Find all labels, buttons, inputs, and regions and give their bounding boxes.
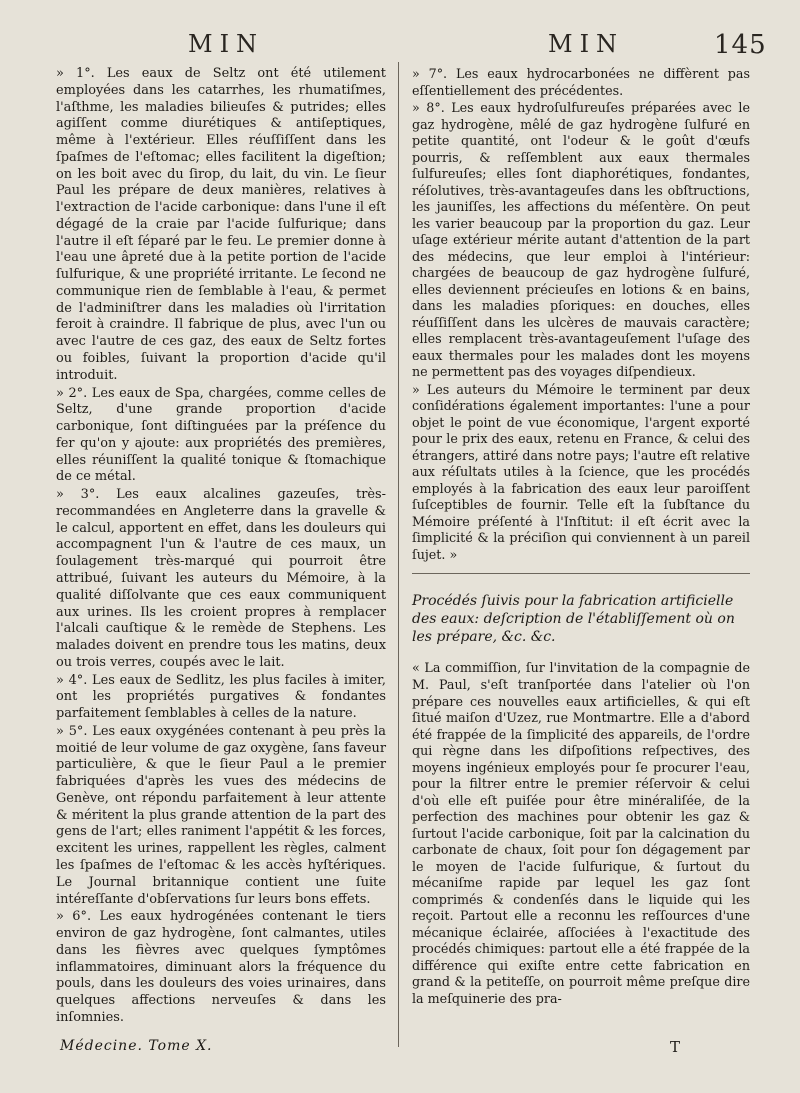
left-column	[56, 66, 386, 1027]
paragraph: » 2°. Les eaux de Spa, chargées, comme celles de Seltz, d'une grande proportion d'acide carbonique, ſont diſtinguées par la préſence du fer qu'on y ajoute: aux propriétés des premières, elles réuniſſent la qualité tonique & ſtomachique de ce métal.	[56, 385, 386, 485]
running-head-right: MIN	[548, 30, 625, 58]
section-heading: Procédés ſuivis pour la fabrication artificielle des eaux: deſcription de l'établiſſement où on les prépare, &c. &c.	[412, 593, 735, 646]
section-separator	[412, 573, 750, 574]
paragraph: « La commiſſion, ſur l'invitation de la compagnie de M. Paul, s'eſt tranſportée dans l'atelier où l'on prépare ces nouvelles eaux artificielles, & qui eſt ſitué maiſon d'Uzez, rue Montmartre. Elle a d'abord été frappée de la ſimplicité des appareils, de l'ordre qui règne dans les diſpoſitions reſpectives, des moyens ingénieux employés pour ſe procurer l'eau, pour la filtrer entre le premier réſervoir & celui d'où elle eſt puiſée pour être minéraliſée, de la perfection des machines pour obtenir les gaz & ſurtout l'acide carbonique, ſoit par la calcination du carbonate de chaux, ſoit pour ſon dégagement par le moyen de l'acide ſulfurique, & ſurtout du mécaniſme rapide par lequel les gaz ſont comprimés & condenſés dans le liquide qui les reçoit. Partout elle a reconnu les reſſources d'une mécanique éclairée, aſſociées à l'exactitude des procédés chimiques: partout elle a été frappée de la différence qui exiſte entre cette fabrication en grand & la petiteſſe, on pourroit même preſque dire la meſquinerie des pra-	[412, 660, 750, 1006]
right-column	[412, 66, 750, 1007]
running-head-left: MIN	[188, 30, 265, 58]
footer-volume: Médecine. Tome X.	[60, 1038, 213, 1054]
paragraph: » 1°. Les eaux de Seltz ont été utilement employées dans les catarrhes, les rhumatiſmes, l'aſthme, les maladies bilieuſes & putrides; elles agiſſent comme diurétiques & antiſeptiques, même à l'extérieur. Elles réuſſiſſent dans les ſpaſmes de l'eſtomac; elles facilitent la digeſtion; on les boit avec du ſirop, du lait, du vin. Le ſieur Paul les prépare de deux manières, relatives à l'extraction de l'acide carbonique: dans l'une il eſt dégagé de la craie par l'acide ſulfurique; dans l'autre il eſt ſéparé par le feu. Le premier donne à l'eau une âpreté due à la petite portion de l'acide ſulfurique, & une propriété irritante. Le ſecond ne communique rien de ſemblable à l'eau, & permet de l'adminiſtrer dans les maladies où l'irritation feroit à craindre. Il fabrique de plus, avec l'un ou avec l'autre de ces gaz, des eaux de Seltz fortes ou foibles, ſuivant la proportion d'acide qu'il introduit.	[56, 66, 386, 383]
page-number: 145	[714, 30, 767, 60]
paragraph: » 6°. Les eaux hydrogénées contenant le tiers environ de gaz hydrogène, ſont calmantes, utiles dans les fièvres avec quelques ſymptômes inflammatoires, diminuant alors la fréquence du pouls, dans les douleurs des voies urinaires, dans quelques affections nerveuſes & dans les inſomnies.	[56, 909, 386, 1025]
paragraph: » 5°. Les eaux oxygénées contenant à peu près la moitié de leur volume de gaz oxygène, ſans faveur particulière, & que le ſieur Paul a le premier fabriquées d'après les vues des médecins de Genève, ont répondu parfaitement à leur attente & méritent la plus grande attention de la part des gens de l'art; elles raniment l'appétit & les forces, excitent les urines, rappellent les règles, calment les ſpaſmes de l'eſtomac & les accès hyſtériques. Le Journal britannique contient une ſuite intéreſſante d'obſervations ſur leurs bons effets.	[56, 723, 386, 907]
paragraph: » 7°. Les eaux hydrocarbonées ne diffèrent pas eſſentiellement des précédentes.	[412, 66, 750, 98]
paragraph: » 3°. Les eaux alcalines gazeuſes, très-recommandées en Angleterre dans la gravelle & le calcul, apportent en effet, dans les douleurs qui accompagnent l'un & l'autre de ces maux, un ſoulagement très-marqué qui pourroit être attribué, ſuivant les auteurs du Mémoire, à la qualité diſſolvante que ces eaux communiquent aux urines. Ils les croient propres à remplacer l'alcali cauſtique & le remède de Stephens. Les malades doivent en prendre tous les matins, deux ou trois verres, coupés avec le lait.	[56, 487, 386, 670]
column-divider	[398, 62, 399, 1047]
paragraph: » 8°. Les eaux hydroſulfureuſes préparées avec le gaz hydrogène, mêlé de gaz hydrogène ſulfuré en petite quantité, ont l'odeur & le goût d'œufs pourris, & reſſemblent aux eaux thermales ſulfureuſes; elles ſont diaphorétiques, fondantes, réſolutives, très-avantageuſes dans les obſtructions, les jauniſſes, les affections du méſentère. On peut les varier beaucoup par la proportion du gaz. Leur uſage extérieur mérite autant d'attention de la part des médecins, que leur emploi à l'intérieur: chargées de beaucoup de gaz hydrogène ſulfuré, elles deviennent précieuſes en lotions & en bains, dans les maladies pſoriques: en douches, elles réuſſiſſent dans les ulcères de mauvais caractère; elles remplacent très-avantageuſement l'uſage des eaux thermales pour les malades dont les moyens ne permettent pas des voyages diſpendieux.	[412, 100, 750, 380]
signature-mark: T	[670, 1038, 681, 1056]
paragraph: » Les auteurs du Mémoire le terminent par deux conſidérations également importantes: l'une a pour objet le point de vue économique, l'argent exporté pour le prix des eaux, retenu en France, & celui des étrangers, attiré dans notre pays; l'autre eſt relative aux réſultats utiles à la ſcience, que les procédés employés à la fabrication des eaux leur paroiſſent ſuſceptibles de fournir. Telle eſt la ſubſtance du Mémoire préſenté à l'Inſtitut: il eſt écrit avec la ſimplicité & la préciſion qui conviennent à un pareil ſujet. »	[412, 381, 750, 562]
paragraph: » 4°. Les eaux de Sedlitz, les plus faciles à imiter, ont les propriétés purgatives & fondantes parfaitement ſemblables à celles de la nature.	[56, 672, 386, 722]
